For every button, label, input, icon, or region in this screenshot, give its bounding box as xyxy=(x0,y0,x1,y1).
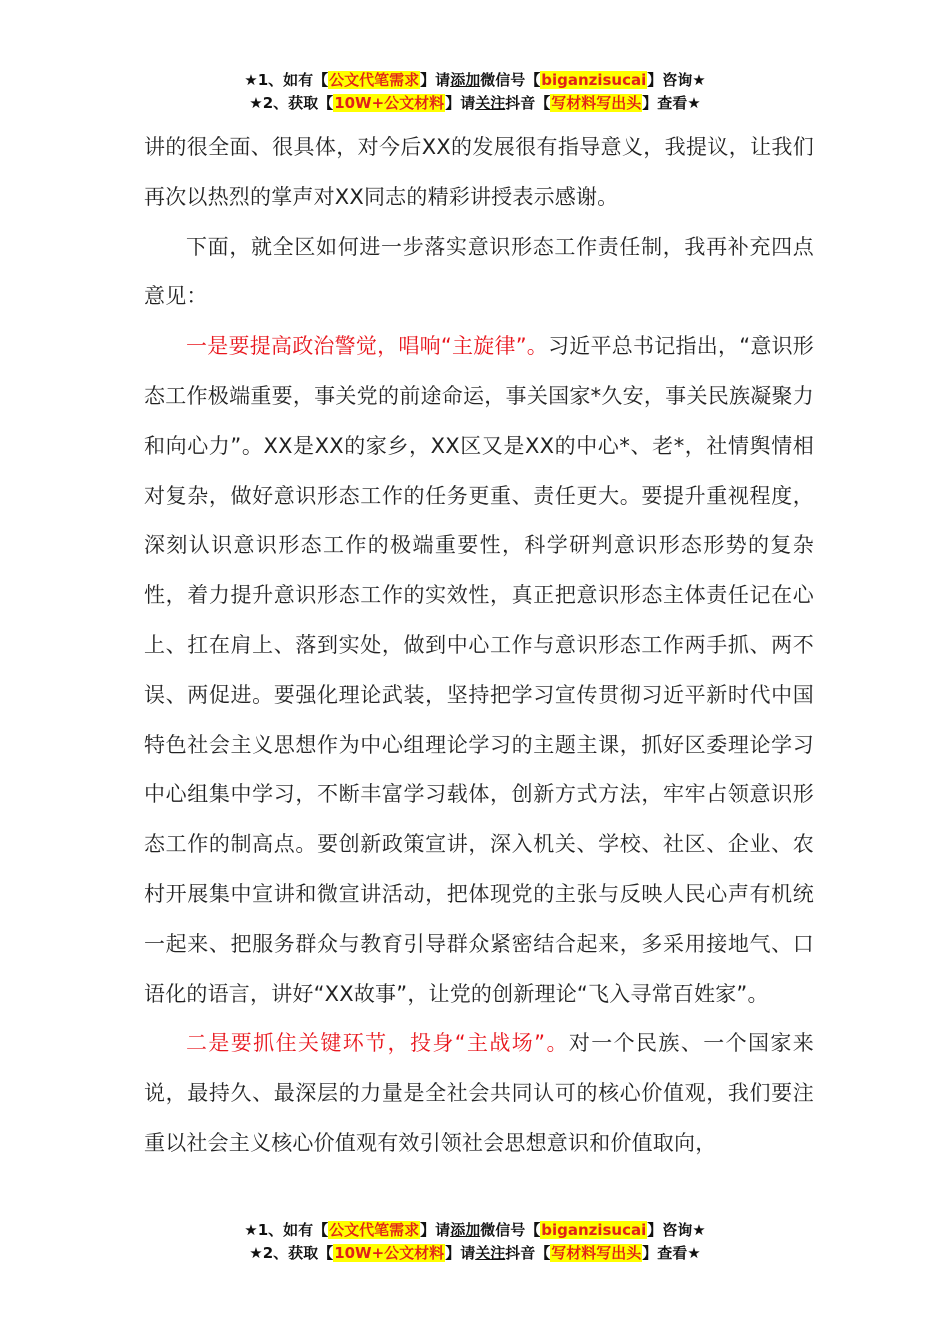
banner-underlined-text: 关注 xyxy=(475,94,506,112)
banner-douyin-id: 写材料写出头 xyxy=(551,94,642,112)
paragraph-point-two xyxy=(144,1019,814,1168)
banner-line-1: ★1、如有【公文代笔需求】请添加微信号【biganzisucai】咨询★ xyxy=(244,71,706,89)
point-two-text: 对一个民族、一个国家来说，最持久、最深层的力量是全社会共同认可的核心价值观，我们要注重以社会主义核心价值观有效引领社会思想意识和价值取向， xyxy=(144,1031,815,1155)
banner-underlined-text: 添加 xyxy=(450,71,481,89)
banner-highlight: 公文代笔需求 xyxy=(329,71,420,89)
banner-line-2: ★2、获取【10W+公文材料】请关注抖音【写材料写出头】查看★ xyxy=(249,94,701,112)
banner-line-2: ★2、获取【10W+公文材料】请关注抖音【写材料写出头】查看★ xyxy=(249,1244,701,1262)
document-body xyxy=(144,123,814,1169)
banner-highlight: 10W+公文材料 xyxy=(334,94,445,112)
banner-wechat-id: biganzisucai xyxy=(541,1221,647,1239)
point-one-text: 习近平总书记指出，“意识形态工作极端重要，事关党的前途命运，事关国家*久安，事关民族凝聚力和向心力”。XX是XX的家乡，XX区又是XX的中心*、老*，社情舆情相对复杂，做好意识形态工作的任务更重、责任更大。要提升重视程度，深刻认识意识形态工作的极端重要性，科学研判意识形态形势的复杂性，着力提升意识形态工作的实效性，真正把意识形态主体责任记在心上、扛在肩上、落到实处，做到中心工作与意识形态工作两手抓、两不误、两促进。要强化理论武装，坚持把学习宣传贯彻习近平新时代中国特色社会主义思想作为中心组理论学习的主题主课，抓好区委理论学习中心组集中学习，不断丰富学习载体，创新方式方法，牢牢占领意识形态工作的制高点。要创新政策宣讲，深入机关、学校、社区、企业、农村开展集中宣讲和微宣讲活动，把体现党的主张与反映人民心声有机统一起来、把服务群众与教育引导群众紧密结合起来，多采用接地气、口语化的语言，讲好“XX故事”，让党的创新理论“飞入寻常百姓家”。 xyxy=(144,334,815,1006)
banner-highlight: 10W+公文材料 xyxy=(334,1244,445,1262)
banner-underlined-text: 添加 xyxy=(450,1221,481,1239)
paragraph-intro: 下面，就全区如何进一步落实意识形态工作责任制，我再补充四点意见： xyxy=(144,234,814,309)
point-two-heading: 二是要抓住关键环节，投身“主战场”。 xyxy=(186,1031,569,1056)
header-banner xyxy=(0,69,950,115)
banner-line-1: ★1、如有【公文代笔需求】请添加微信号【biganzisucai】咨询★ xyxy=(244,1221,706,1239)
point-one-heading: 一是要提高政治警觉，唱响“主旋律”。 xyxy=(186,334,549,359)
paragraph-point-one xyxy=(144,322,814,1019)
banner-highlight: 公文代笔需求 xyxy=(329,1221,420,1239)
banner-douyin-id: 写材料写出头 xyxy=(551,1244,642,1262)
footer-banner xyxy=(0,1219,950,1265)
paragraph-continuation: 讲的很全面、很具体，对今后XX的发展很有指导意义，我提议，让我们再次以热烈的掌声对XX同志的精彩讲授表示感谢。 xyxy=(144,135,814,209)
banner-wechat-id: biganzisucai xyxy=(541,71,647,89)
banner-underlined-text: 关注 xyxy=(475,1244,506,1262)
